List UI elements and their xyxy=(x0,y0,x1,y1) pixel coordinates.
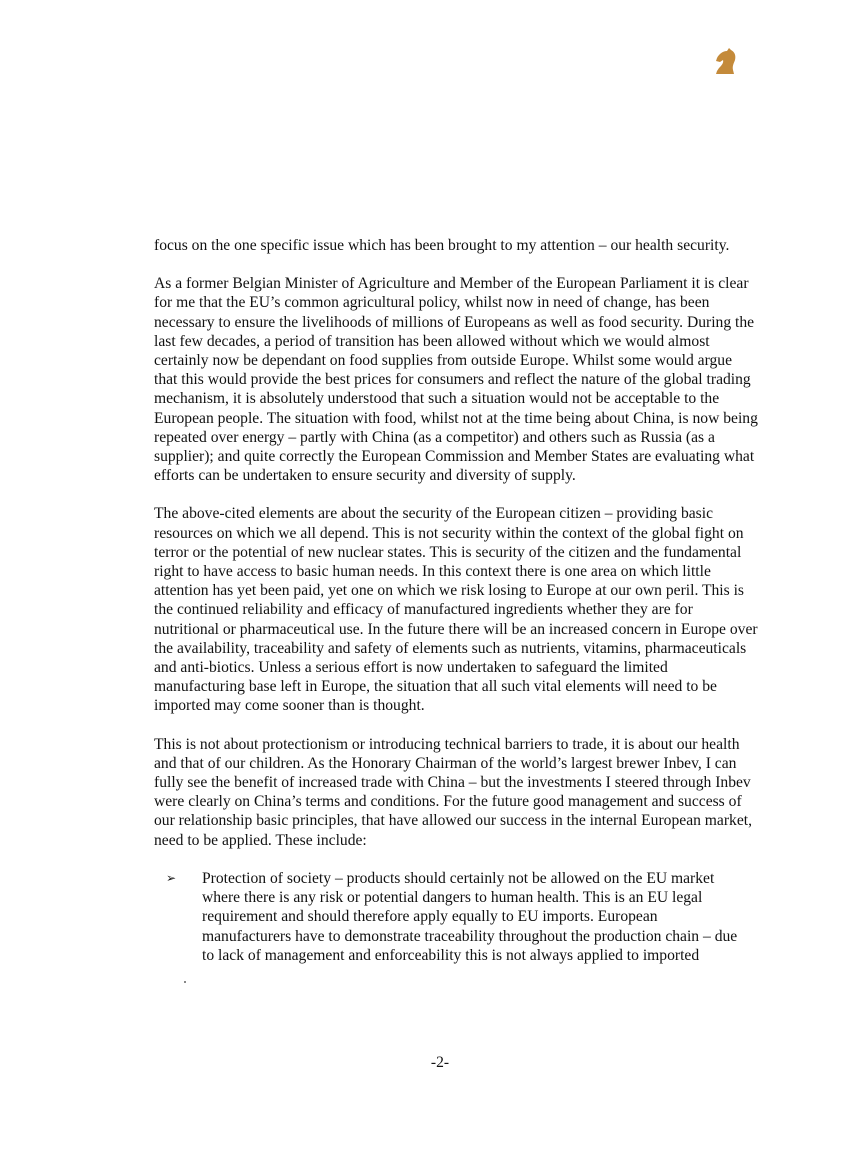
bullet-item xyxy=(154,869,759,965)
paragraph: This is not about protectionism or introducing technical barriers to trade, it is about our health and that of our children. As the Honorary Chairman of the world’s largest brewer Inbev, I can fully see the benefit of increased trade with China – but the investments I steered through Inbev were clearly on China’s terms and conditions. For the future good management and success of our relationship basic principles, that have allowed our success in the internal European market, need to be applied. These include: xyxy=(154,735,752,849)
bullet-list xyxy=(154,869,759,965)
letter-body xyxy=(154,236,759,965)
arrow-bullet-icon: ➢ xyxy=(166,870,177,885)
paragraph: focus on the one specific issue which has been brought to my attention – our health security. xyxy=(154,237,730,254)
stray-mark xyxy=(184,981,186,983)
paragraph: As a former Belgian Minister of Agriculture and Member of the European Parliament it is clear for me that the EU’s common agricultural policy, whilst now in need of change, has been necessary to ensure the livelihoods of millions of Europeans as well as food security. During the last few decades, a period of transition has been allowed without which we would almost certainly now be dependant on food supplies from outside Europe. Whilst some would argue that this would provide the best prices for consumers and reflect the nature of the global trading mechanism, it is absolutely understood that such a situation would not be acceptable to the European people. The situation with food, whilst not at the time being about China, is now being repeated over energy – partly with China (as a competitor) and others such as Russia (as a supplier); and quite correctly the European Commission and Member States are evaluating what efforts can be undertaken to ensure security and diversity of supply. xyxy=(154,275,758,485)
page-number: -2- xyxy=(430,1054,450,1071)
paragraph: The above-cited elements are about the security of the European citizen – providing basic resources on which we all depend. This is not security within the context of the global fight on terror or the potential of new nuclear states. This is security of the citizen and the fundamental right to have access to basic human needs. In this context there is one area on which little attention has yet been paid, yet one on which we risk losing to Europe at our own peril. This is the continued reliability and efficacy of manufactured ingredients whether they are for nutritional or pharmaceutical use. In the future there will be an increased concern in Europe over the availability, traceability and safety of elements such as nutrients, vitamins, pharmaceuticals and anti-biotics. Unless a serious effort is now undertaken to safeguard the limited manufacturing base left in Europe, the situation that all such vital elements will need to be imported may come sooner than is thought. xyxy=(154,505,758,715)
bullet-text: Protection of society – products should certainly not be allowed on the EU market where there is any risk or potential dangers to human health. This is an EU legal requirement and should therefore apply equally to EU imports. European manufacturers have to demonstrate traceability throughout the production chain – due to lack of management and enforceability this is not always applied to imported xyxy=(202,869,738,964)
knight-logo-icon xyxy=(708,44,742,78)
